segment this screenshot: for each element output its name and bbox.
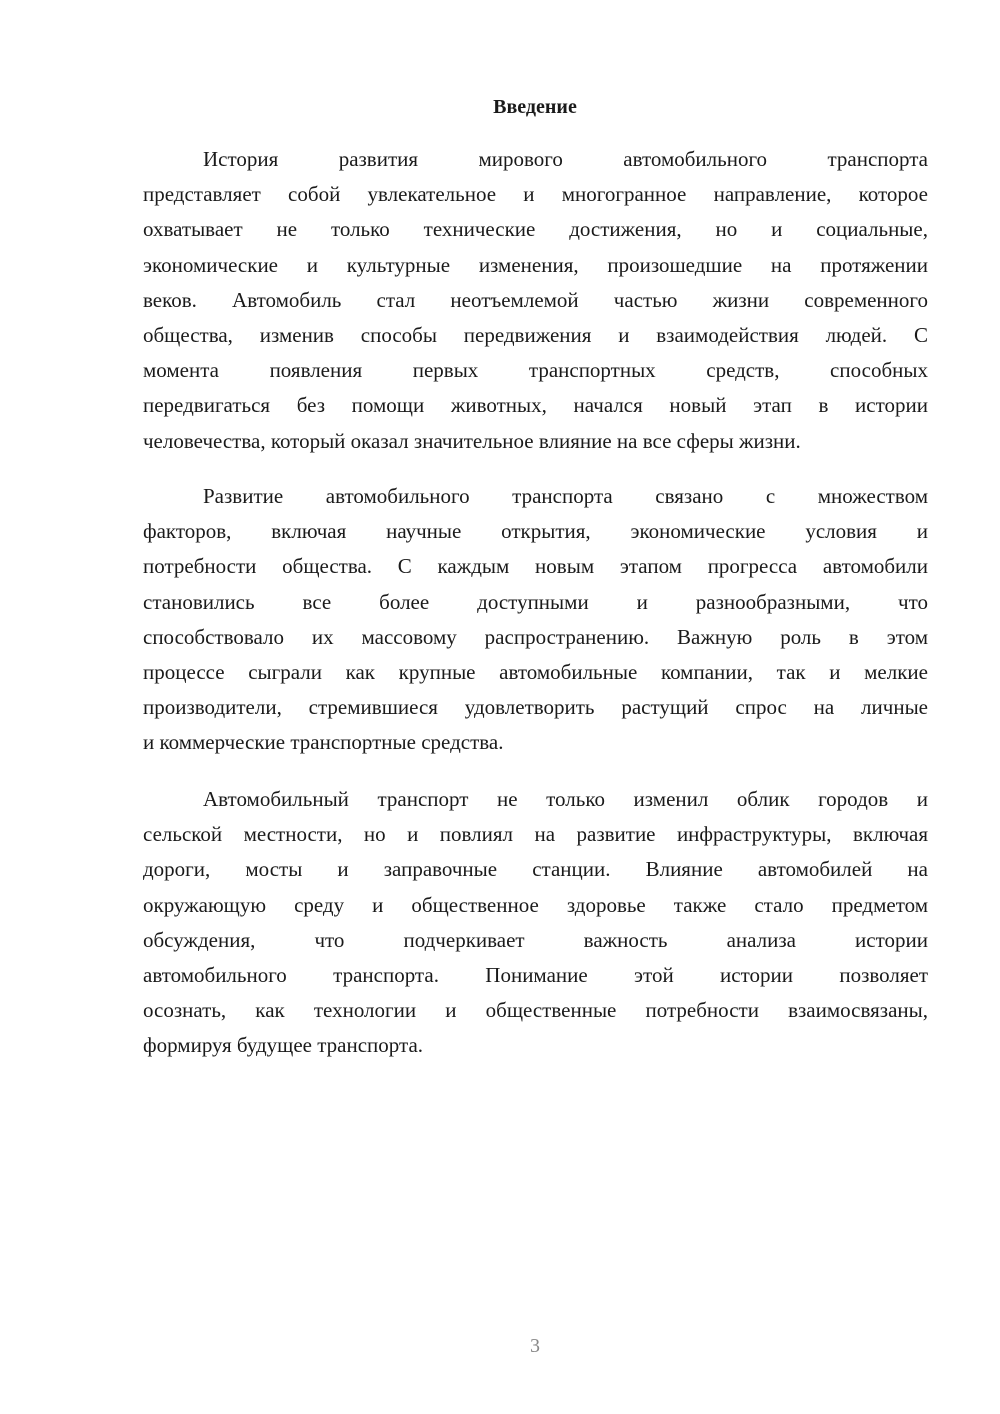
text-line: способствовало их массовому распространению. Важную роль в этом	[143, 624, 928, 649]
text-line: охватывает не только технические достижения, но и социальные,	[143, 217, 928, 242]
text-line: сельской местности, но и повлиял на развитие инфраструктуры, включая	[143, 822, 928, 847]
paragraph-3	[143, 782, 928, 1064]
text-line: момента появления первых транспортных средств, способных	[143, 358, 928, 383]
paragraph-1	[143, 142, 928, 459]
text-line: формируя будущее транспорта.	[143, 1033, 424, 1058]
text-line: передвигаться без помощи животных, начался новый этап в истории	[143, 393, 928, 418]
text-line: становились все более доступными и разнообразными, что	[143, 589, 928, 614]
text-line: дороги, мосты и заправочные станции. Влияние автомобилей на	[143, 857, 928, 882]
text-line: человечества, который оказал значительное влияние на все сферы жизни.	[143, 428, 801, 453]
text-line: экономические и культурные изменения, произошедшие на протяжении	[143, 252, 928, 277]
text-line: факторов, включая научные открытия, экономические условия и	[143, 519, 928, 544]
text-line: потребности общества. С каждым новым этапом прогресса автомобили	[143, 554, 928, 579]
text-line: обсуждения, что подчеркивает важность анализа истории	[143, 927, 928, 952]
text-line: История развития мирового автомобильного транспорта	[203, 147, 928, 171]
paragraph-2	[143, 479, 928, 761]
text-line: Автомобильный транспорт не только изменил облик городов и	[203, 787, 928, 811]
page-title: Введение	[493, 96, 577, 118]
text-line: представляет собой увлекательное и многогранное направление, которое	[143, 182, 928, 207]
text-line: производители, стремившиеся удовлетворить растущий спрос на личные	[143, 695, 928, 720]
text-line: и коммерческие транспортные средства.	[143, 730, 504, 755]
text-line: автомобильного транспорта. Понимание этой истории позволяет	[143, 962, 928, 987]
text-line: осознать, как технологии и общественные потребности взаимосвязаны,	[143, 998, 928, 1023]
text-line: процессе сыграли как крупные автомобильные компании, так и мелкие	[143, 659, 928, 684]
text-line: общества, изменив способы передвижения и взаимодействия людей. С	[143, 322, 928, 347]
page-number: 3	[530, 1335, 540, 1357]
text-line: веков. Автомобиль стал неотъемлемой частью жизни современного	[143, 287, 928, 312]
text-line: Развитие автомобильного транспорта связано с множеством	[203, 484, 928, 508]
text-line: окружающую среду и общественное здоровье также стало предметом	[143, 892, 928, 917]
